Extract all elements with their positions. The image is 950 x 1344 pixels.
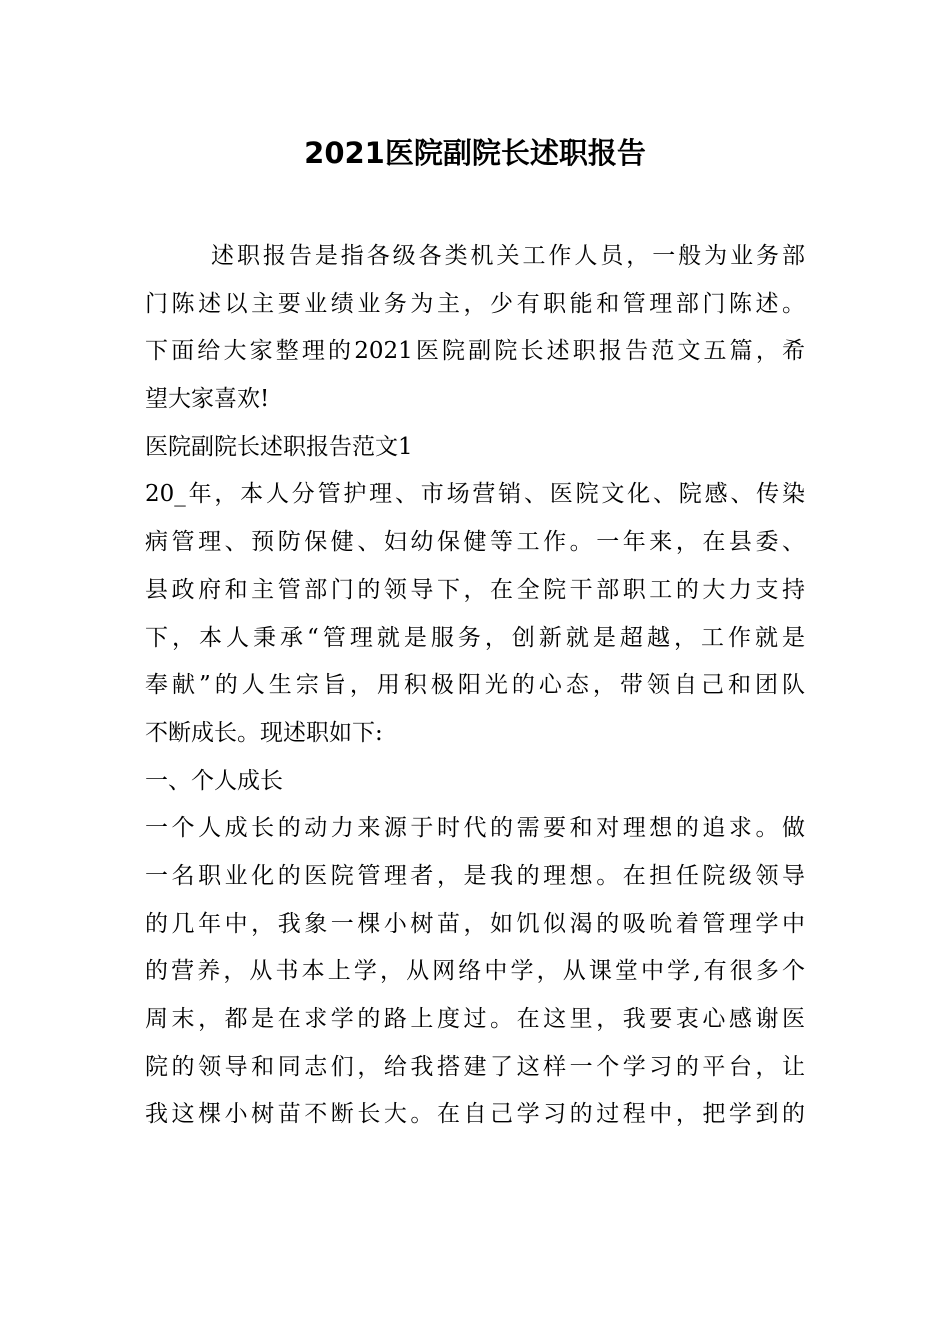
paragraph-line: 奉献”的人生宗旨，用积极阳光的心态，带领自己和团队 [145, 672, 805, 699]
paragraph-line: 的几年中，我象一棵小树苗，如饥似渴的吸吮着管理学中 [145, 910, 805, 937]
document-title: 2021医院副院长述职报告 [304, 136, 646, 170]
paragraph-line: 我这棵小树苗不断长大。在自己学习的过程中，把学到的 [145, 1101, 805, 1128]
paragraph-line: 一名职业化的医院管理者，是我的理想。在担任院级领导 [145, 862, 805, 889]
document-body [145, 233, 805, 1139]
paragraph-line: 下，本人秉承“管理就是服务，创新就是超越，工作就是 [145, 624, 805, 651]
paragraph-line: 下面给大家整理的2021医院副院长述职报告范文五篇，希 [145, 338, 805, 365]
paragraph-line: 病管理、预防保健、妇幼保健等工作。一年来，在县委、 [145, 529, 805, 556]
section-heading: 医院副院长述职报告范文1 [145, 433, 413, 460]
paragraph-line: 的营养，从书本上学，从网络中学，从课堂中学,有很多个 [145, 958, 805, 985]
paragraph-line: 望大家喜欢! [145, 386, 270, 413]
paragraph-line: 述职报告是指各级各类机关工作人员，一般为业务部 [211, 243, 805, 269]
section-heading: 一、个人成长 [145, 767, 283, 794]
paragraph-line: 县政府和主管部门的领导下，在全院干部职工的大力支持 [145, 576, 805, 603]
paragraph-line: 一个人成长的动力来源于时代的需要和对理想的追求。做 [145, 815, 805, 842]
paragraph-line: 院的领导和同志们，给我搭建了这样一个学习的平台，让 [145, 1053, 805, 1080]
paragraph-line: 不断成长。现述职如下: [145, 719, 383, 746]
paragraph-line: 门陈述以主要业绩业务为主，少有职能和管理部门陈述。 [145, 290, 805, 317]
paragraph-line: 周末，都是在求学的路上度过。在这里，我要衷心感谢医 [145, 1006, 805, 1032]
paragraph-line: 20_年，本人分管护理、市场营销、医院文化、院感、传染 [145, 481, 805, 508]
